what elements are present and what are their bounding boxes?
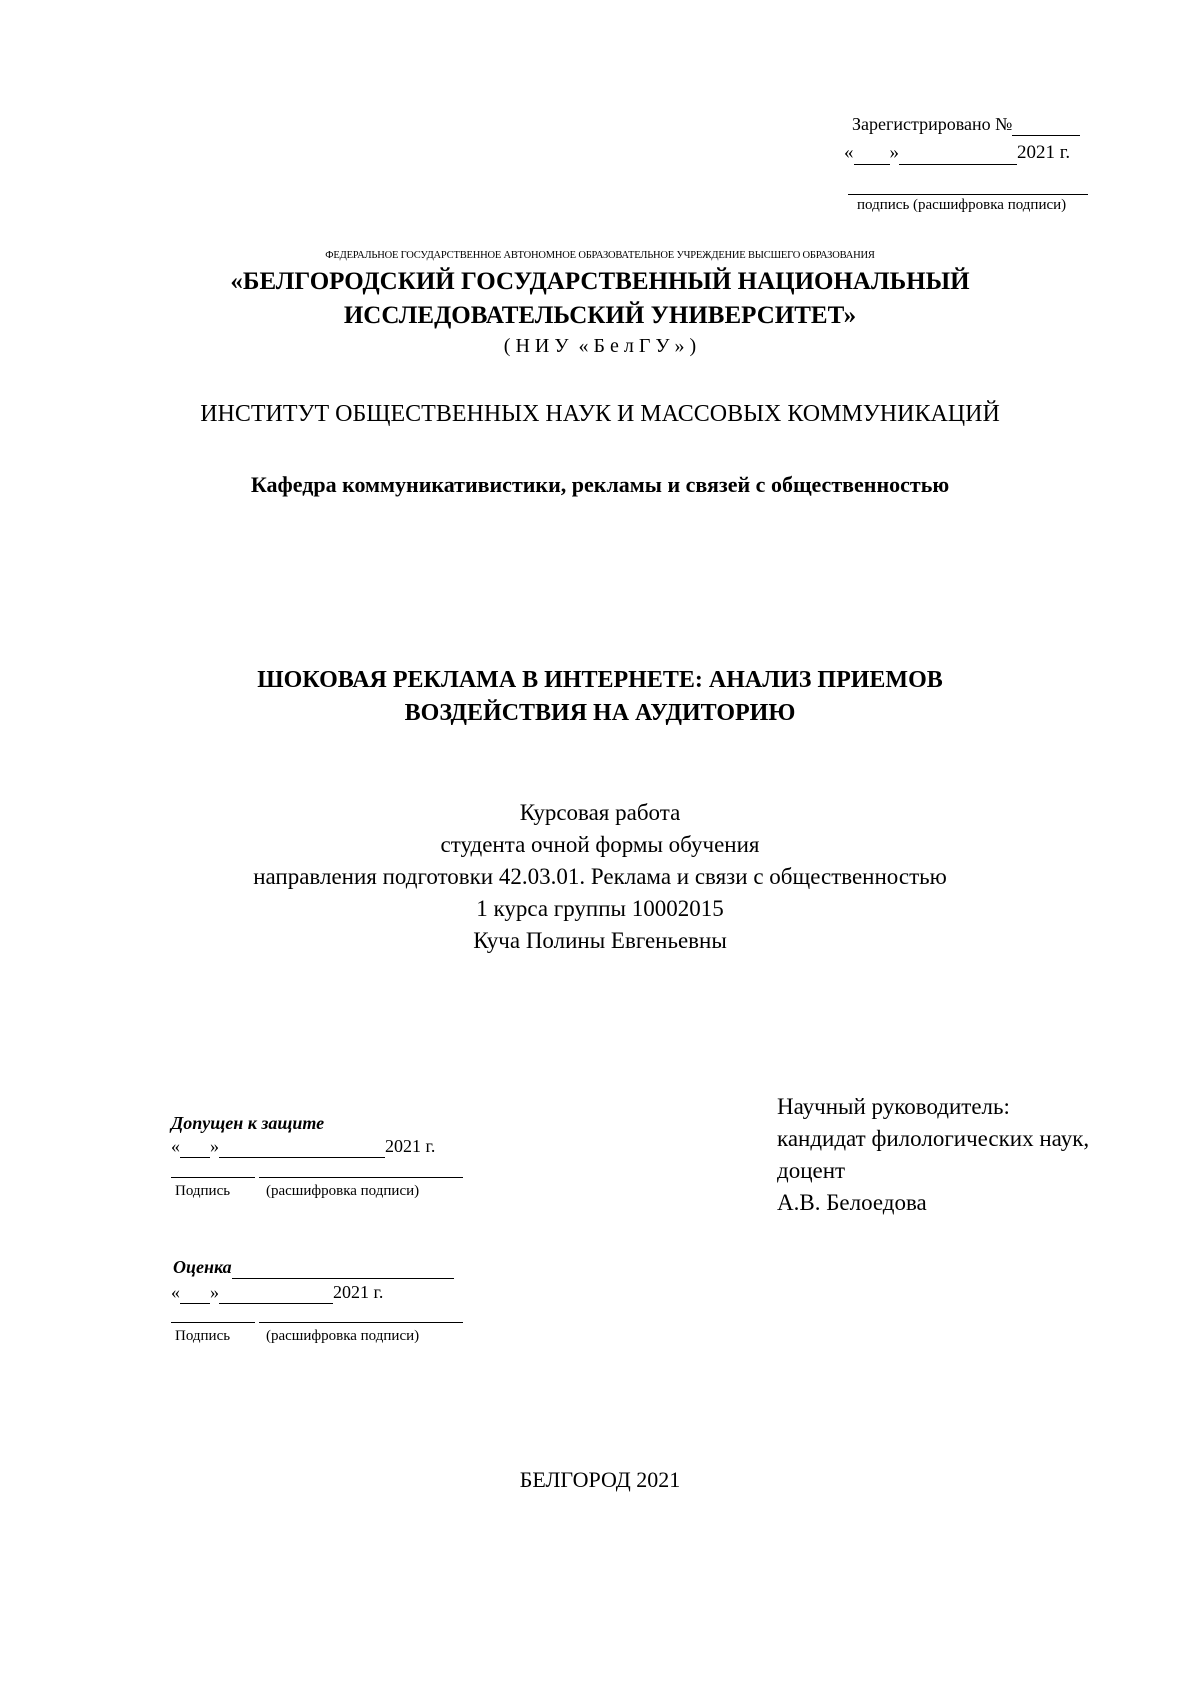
work-type: Курсовая работа bbox=[519, 800, 681, 825]
registration-number-line bbox=[852, 114, 1080, 136]
student-form: студента очной формы обучения bbox=[440, 832, 760, 857]
university-abbreviation: ( Н И У « Б е л Г У » ) bbox=[503, 335, 697, 357]
work-title-line1: ШОКОВАЯ РЕКЛАМА В ИНТЕРНЕТЕ: АНАЛИЗ ПРИЕМОВ bbox=[257, 667, 943, 693]
quote-open: « bbox=[171, 1282, 180, 1302]
decode-label: (расшифровка подписи) bbox=[266, 1328, 420, 1344]
admission-date-line bbox=[171, 1136, 435, 1158]
quote-open: « bbox=[844, 142, 854, 163]
signature-line bbox=[171, 1177, 255, 1178]
quote-close: » bbox=[210, 1136, 219, 1156]
course-group: 1 курса группы 10002015 bbox=[476, 896, 724, 921]
signature-line bbox=[848, 194, 1088, 195]
grade-line bbox=[173, 1257, 454, 1279]
registration-number-blank bbox=[1012, 114, 1080, 136]
grade-year: 2021 г. bbox=[333, 1282, 384, 1302]
signature-label: Подпись bbox=[175, 1183, 231, 1199]
signature-label: Подпись bbox=[175, 1328, 231, 1344]
admission-year: 2021 г. bbox=[385, 1136, 436, 1156]
supervisor-name: А.В. Белоедова bbox=[777, 1190, 927, 1215]
decode-line bbox=[259, 1177, 463, 1178]
day-blank bbox=[180, 1136, 210, 1158]
grade-date-line bbox=[171, 1282, 383, 1304]
decode-line bbox=[259, 1322, 463, 1323]
month-blank bbox=[219, 1136, 385, 1158]
grade-label: Оценка bbox=[173, 1257, 232, 1277]
day-blank bbox=[180, 1282, 210, 1304]
decode-label: (расшифровка подписи) bbox=[266, 1183, 420, 1199]
work-title-line2: ВОЗДЕЙСТВИЯ НА АУДИТОРИЮ bbox=[404, 700, 796, 726]
registration-year: 2021 г. bbox=[1017, 142, 1071, 163]
university-name-line1: «БЕЛГОРОДСКИЙ ГОСУДАРСТВЕННЫЙ НАЦИОНАЛЬНЫЙ bbox=[230, 268, 970, 295]
registered-label: Зарегистрировано № bbox=[852, 114, 1013, 134]
quote-close: » bbox=[889, 142, 899, 163]
supervisor-rank: доцент bbox=[777, 1158, 846, 1183]
city-year: БЕЛГОРОД 2021 bbox=[519, 1467, 681, 1492]
admission-label: Допущен к защите bbox=[171, 1113, 325, 1133]
grade-blank bbox=[232, 1257, 454, 1279]
month-blank bbox=[899, 142, 1017, 165]
signature-line bbox=[171, 1322, 255, 1323]
registration-date-line bbox=[844, 142, 1070, 165]
month-blank bbox=[219, 1282, 333, 1304]
day-blank bbox=[854, 142, 890, 165]
student-name: Куча Полины Евгеньевны bbox=[473, 928, 727, 953]
supervisor-title: Научный руководитель: bbox=[777, 1094, 1010, 1119]
institute-name: ИНСТИТУТ ОБЩЕСТВЕННЫХ НАУК И МАССОВЫХ КОММУНИКАЦИЙ bbox=[200, 401, 1000, 427]
quote-close: » bbox=[210, 1282, 219, 1302]
institution-type: ФЕДЕРАЛЬНОЕ ГОСУДАРСТВЕННОЕ АВТОНОМНОЕ ОБРАЗОВАТЕЛЬНОЕ УЧРЕЖДЕНИЕ ВЫСШЕГО ОБРАЗОВАНИЯ bbox=[325, 250, 875, 261]
supervisor-degree: кандидат филологических наук, bbox=[777, 1126, 1090, 1151]
department-name: Кафедра коммуникативистики, рекламы и связей с общественностью bbox=[250, 472, 950, 497]
study-direction: направления подготовки 42.03.01. Реклама и связи с общественностью bbox=[253, 864, 947, 889]
university-name-line2: ИССЛЕДОВАТЕЛЬСКИЙ УНИВЕРСИТЕТ» bbox=[343, 302, 857, 329]
signature-caption: подпись (расшифровка подписи) bbox=[857, 197, 1067, 213]
quote-open: « bbox=[171, 1136, 180, 1156]
